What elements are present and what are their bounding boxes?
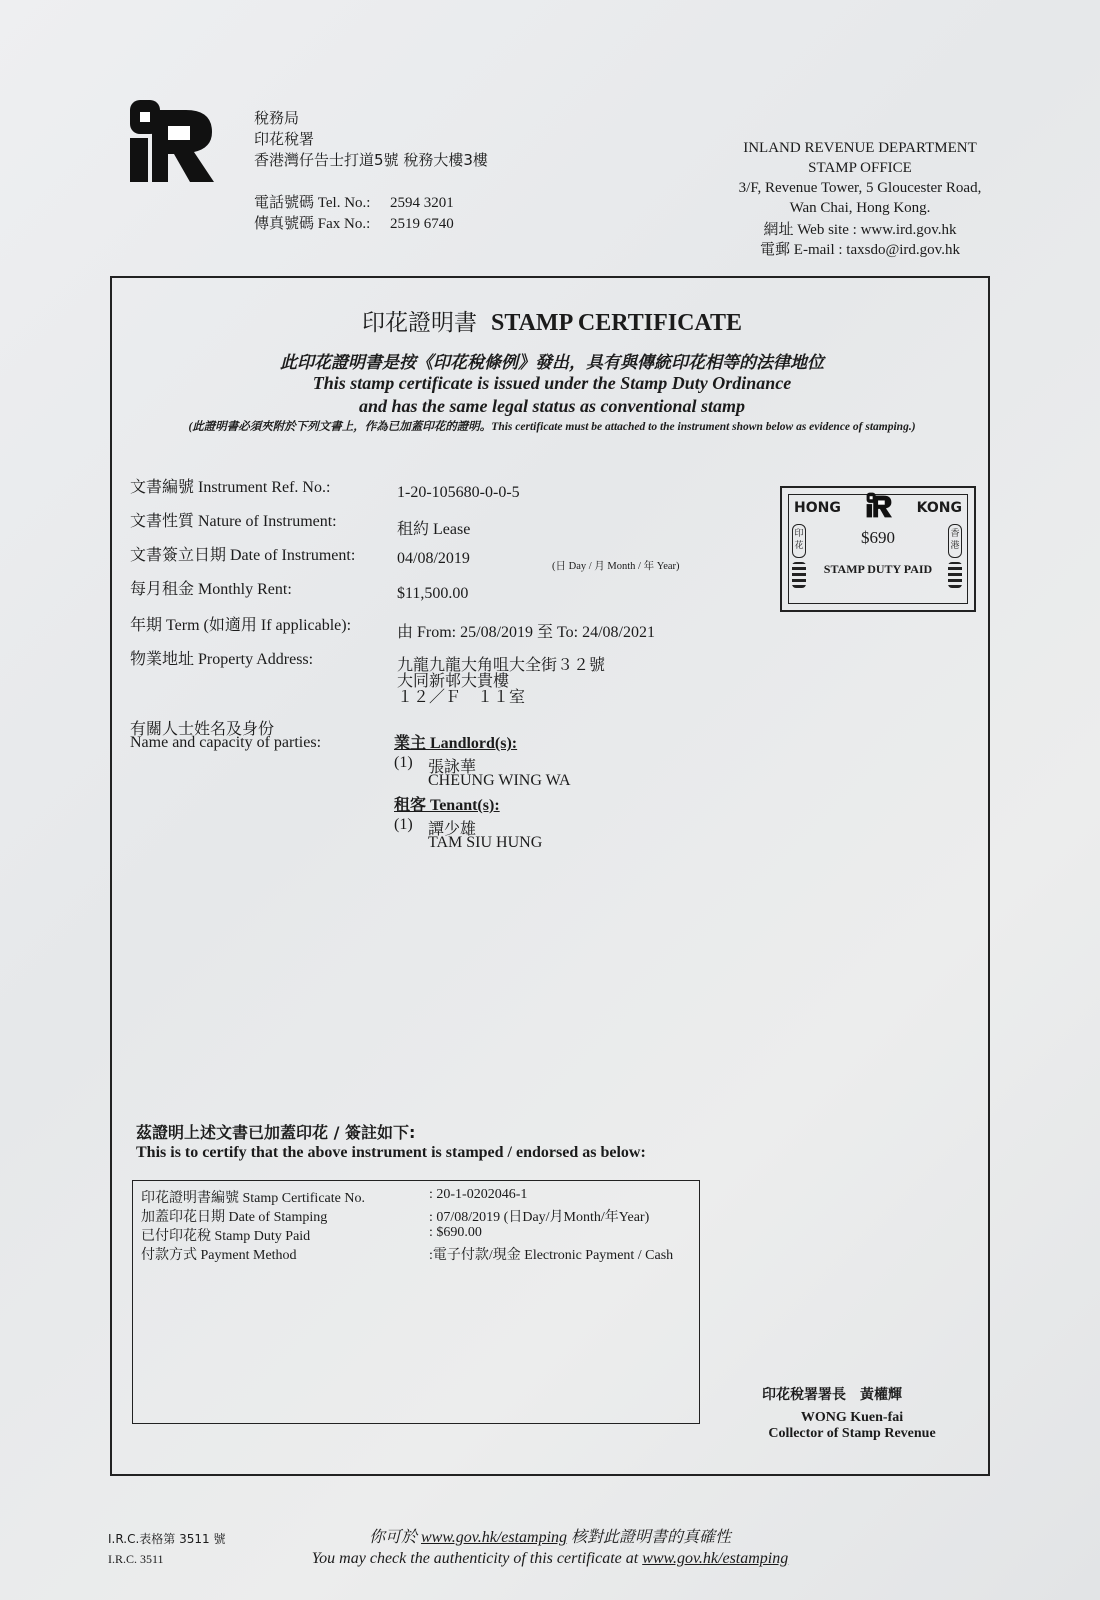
form-number-en: I.R.C. 3511	[108, 1552, 164, 1566]
certificate-frame	[110, 276, 990, 1476]
payment-method-value: :電子付款/現金 Electronic Payment / Cash	[429, 1248, 674, 1263]
tenant-number: (1)	[394, 816, 413, 833]
dept-en: INLAND REVENUE DEPARTMENT	[743, 140, 977, 156]
email-line: 電郵 E-mail : taxsdo@ird.gov.hk	[760, 242, 960, 258]
ref-value: 1-20-105680-0-0-5	[397, 484, 520, 501]
fax-label: 傳真號碼 Fax No.:	[254, 216, 371, 232]
tel-label: 電話號碼 Tel. No.:	[254, 195, 371, 211]
payment-method-label: 付款方式 Payment Method	[141, 1248, 297, 1263]
parties-label-en: Name and capacity of parties:	[130, 734, 322, 751]
address-en-1: 3/F, Revenue Tower, 5 Gloucester Road,	[738, 180, 982, 196]
header-address-en	[720, 138, 1000, 260]
form-number-cn: I.R.C.表格第 3511 號	[108, 1532, 226, 1546]
rent-value: $11,500.00	[397, 585, 469, 602]
subtitle-cn: 此印花證明書是按《印花稅條例》發出，具有與傳統印花相等的法律地位	[280, 353, 824, 373]
subtitle-en-1: This stamp certificate is issued under the Stamp Duty Ordinance	[312, 373, 792, 393]
rent-label: 每月租金 Monthly Rent:	[130, 581, 292, 598]
duty-paid-label: 已付印花稅 Stamp Duty Paid	[141, 1229, 311, 1244]
endorsement-heading-en: This is to certify that the above instrument is stamped / endorsed as below:	[136, 1144, 646, 1161]
nature-label: 文書性質 Nature of Instrument:	[130, 513, 337, 530]
fax-value: 2519 6740	[390, 216, 454, 232]
cert-no-value: : 20-1-0202046-1	[429, 1187, 528, 1202]
address-en-2: Wan Chai, Hong Kong.	[789, 200, 931, 216]
term-value: 由 From: 25/08/2019 至 To: 24/08/2021	[397, 624, 656, 641]
cert-no-label: 印花證明書編號 Stamp Certificate No.	[141, 1191, 365, 1206]
title-en: STAMP CERTIFICATE	[491, 310, 742, 336]
check-en-pre: You may check the authenticity of this certificate at	[311, 1550, 639, 1567]
stamping-date-value: : 07/08/2019 (日Day/月Month/年Year)	[429, 1210, 650, 1225]
parties-label-cn: 有關人士姓名及身份	[130, 719, 275, 738]
attachment-note: (此證明書必須夾附於下列文書上，作為已加蓋印花的證明。This certificate must be attached to the instrument shown below as evidence of stamping.)	[188, 421, 916, 433]
estamping-link-2[interactable]: www.gov.hk/estamping	[642, 1550, 789, 1567]
certificate-title	[112, 304, 992, 337]
address-cn: 香港灣仔告士打道5號 稅務大樓3樓	[254, 151, 488, 169]
landlord-heading: 業主 Landlord(s):	[394, 735, 518, 752]
title-cn: 印花證明書	[362, 310, 478, 336]
tenant-heading: 租客 Tenant(s):	[394, 797, 500, 814]
stamp-kong: KONG	[916, 500, 962, 516]
landlord-name-en: CHEUNG WING WA	[428, 772, 571, 789]
nature-value: 租約 Lease	[397, 521, 471, 538]
office-cn: 印花稅署	[254, 130, 315, 148]
signatory-name-en: WONG Kuen-fai	[800, 1410, 904, 1425]
stamp-side-right-text: 香港	[948, 524, 962, 558]
authenticity-line-cn	[0, 1524, 1100, 1547]
address-line-2: 大同新邨大貴樓	[397, 671, 510, 690]
tenant-name-cn: 譚少雄	[428, 819, 477, 838]
dept-cn: 稅務局	[254, 109, 300, 127]
ref-label: 文書編號 Instrument Ref. No.:	[130, 479, 331, 496]
ird-logo	[128, 98, 214, 184]
subtitle-en-2: and has the same legal status as conventional stamp	[358, 396, 746, 416]
authenticity-line-en	[0, 1550, 1100, 1568]
stamp-side-right-ornament	[948, 562, 962, 588]
term-label: 年期 Term (如適用 If applicable):	[130, 617, 352, 634]
signatory-title-cn: 印花稅署署長 黃權輝	[762, 1387, 902, 1403]
stamp-duty-paid-label: STAMP DUTY PAID	[823, 562, 933, 576]
stamp-side-left-text: 印花	[792, 524, 806, 558]
stamp-amount: $690	[861, 528, 895, 547]
tenant-name-en: TAM SIU HUNG	[428, 834, 543, 851]
stamp-ird-logo	[866, 492, 892, 518]
stamp-hong: HONG	[794, 500, 841, 516]
date-format-note: (日 Day / 月 Month / 年 Year)	[552, 561, 680, 572]
stamp-side-right	[948, 524, 964, 590]
check-cn-pre: 你可於	[368, 1527, 417, 1546]
estamping-link-1[interactable]: www.gov.hk/estamping	[420, 1529, 568, 1546]
address-line-3: １２／Ｆ １１室	[397, 687, 526, 706]
tel-value: 2594 3201	[390, 195, 454, 211]
fax-line	[254, 214, 454, 235]
office-en: STAMP OFFICE	[808, 160, 912, 176]
address-line-1: 九龍九龍大角咀大全街３２號	[397, 655, 606, 674]
stamp-duty-paid-stamp	[780, 486, 976, 612]
endorsement-heading-cn: 茲證明上述文書已加蓋印花 / 簽註如下:	[136, 1123, 416, 1142]
check-cn-post: 核對此證明書的真確性	[571, 1527, 732, 1546]
address-label: 物業地址 Property Address:	[130, 651, 314, 668]
tel-line	[254, 193, 454, 214]
stamping-date-label: 加蓋印花日期 Date of Stamping	[141, 1210, 328, 1225]
duty-paid-value: : $690.00	[429, 1225, 482, 1240]
website-line: 網址 Web site : www.ird.gov.hk	[763, 222, 957, 238]
date-value: 04/08/2019	[397, 550, 470, 567]
endorsement-box	[132, 1180, 700, 1424]
signatory-title-en: Collector of Stamp Revenue	[768, 1426, 936, 1441]
date-label: 文書簽立日期 Date of Instrument:	[130, 547, 356, 564]
landlord-name-cn: 張詠華	[428, 757, 477, 776]
landlord-number: (1)	[394, 754, 413, 771]
